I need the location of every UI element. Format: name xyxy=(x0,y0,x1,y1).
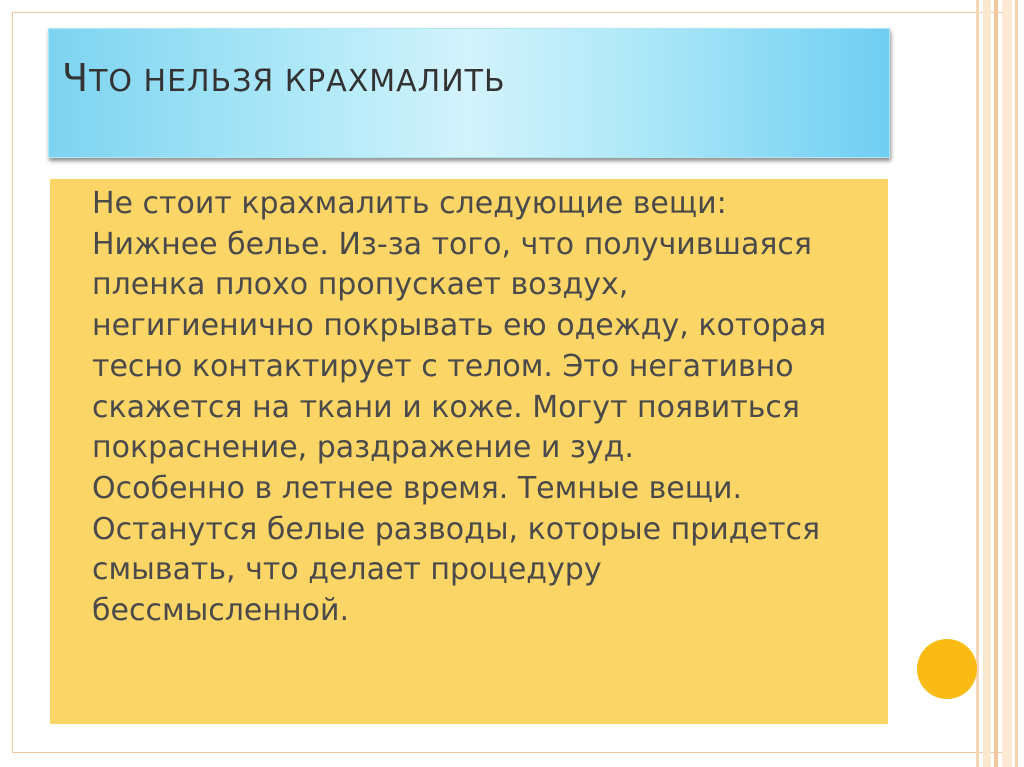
title-rest: ТО НЕЛЬЗЯ КРАХМАЛИТЬ xyxy=(89,64,506,99)
slide-body-text: Не стоит крахмалить следующие вещи: Нижнее белье. Из-за того, что получившаяся пленка плохо пропускает воздух, негигиенично покрывать ею одежду, которая тесно контактирует с телом. Это негативно скажется на ткани и коже. Могут появиться покраснение, раздражение и зуд. Особенно в летнее время. Темные вещи. Останутся белые разводы, которые придется смывать, что делает процедуру бессмысленной. xyxy=(92,186,827,629)
decorative-stripe xyxy=(1002,0,1012,767)
decorative-stripe xyxy=(983,0,991,767)
decorative-stripe xyxy=(994,0,998,767)
accent-dot xyxy=(917,639,977,699)
title-initial-letter: Ч xyxy=(62,56,90,100)
decorative-stripe xyxy=(1015,0,1018,767)
decorative-stripe xyxy=(976,0,979,767)
slide-title xyxy=(62,56,506,100)
